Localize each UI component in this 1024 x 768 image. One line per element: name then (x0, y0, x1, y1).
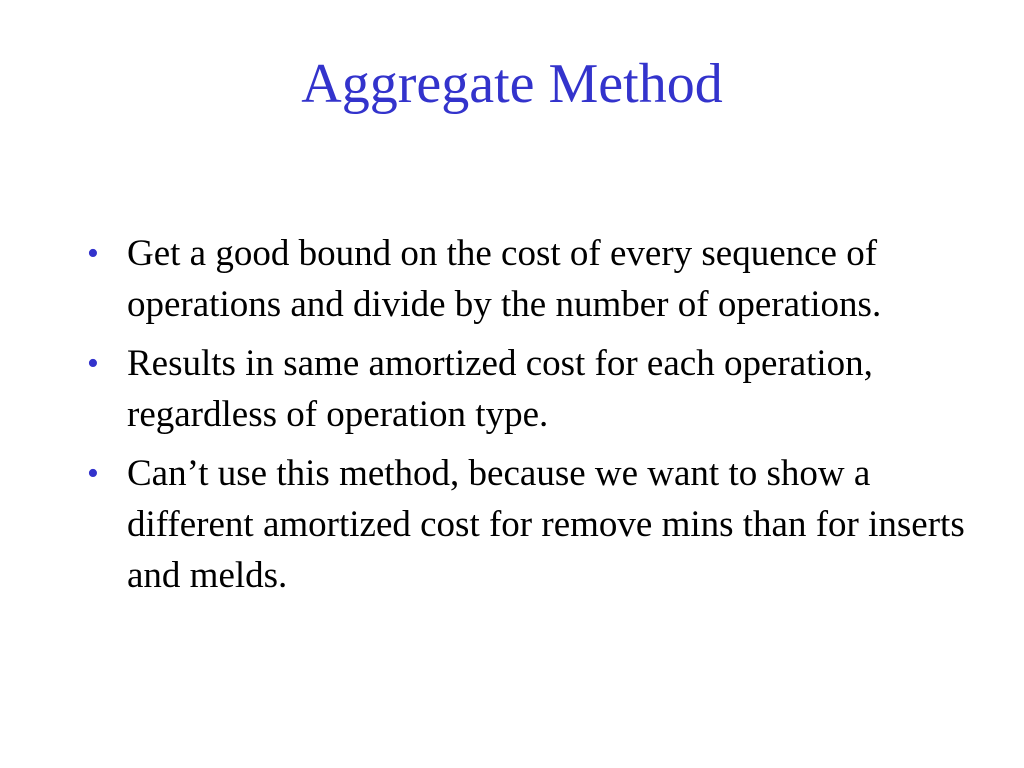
bullet-text: Results in same amortized cost for each operation, regardless of operation type. (127, 343, 873, 435)
bullet-item (87, 228, 967, 330)
slide-title: Aggregate Method (301, 53, 723, 115)
bullet-item (87, 448, 967, 601)
bullet-text: Get a good bound on the cost of every sequence of operations and divide by the number of operations. (127, 233, 882, 325)
bullet-list (87, 228, 967, 609)
bullet-marker: • (87, 455, 99, 492)
bullet-text: Can’t use this method, because we want to show a different amortized cost for remove mins than for inserts and melds. (127, 453, 965, 596)
bullet-item (87, 338, 967, 440)
bullet-marker: • (87, 235, 99, 272)
bullet-marker: • (87, 345, 99, 382)
